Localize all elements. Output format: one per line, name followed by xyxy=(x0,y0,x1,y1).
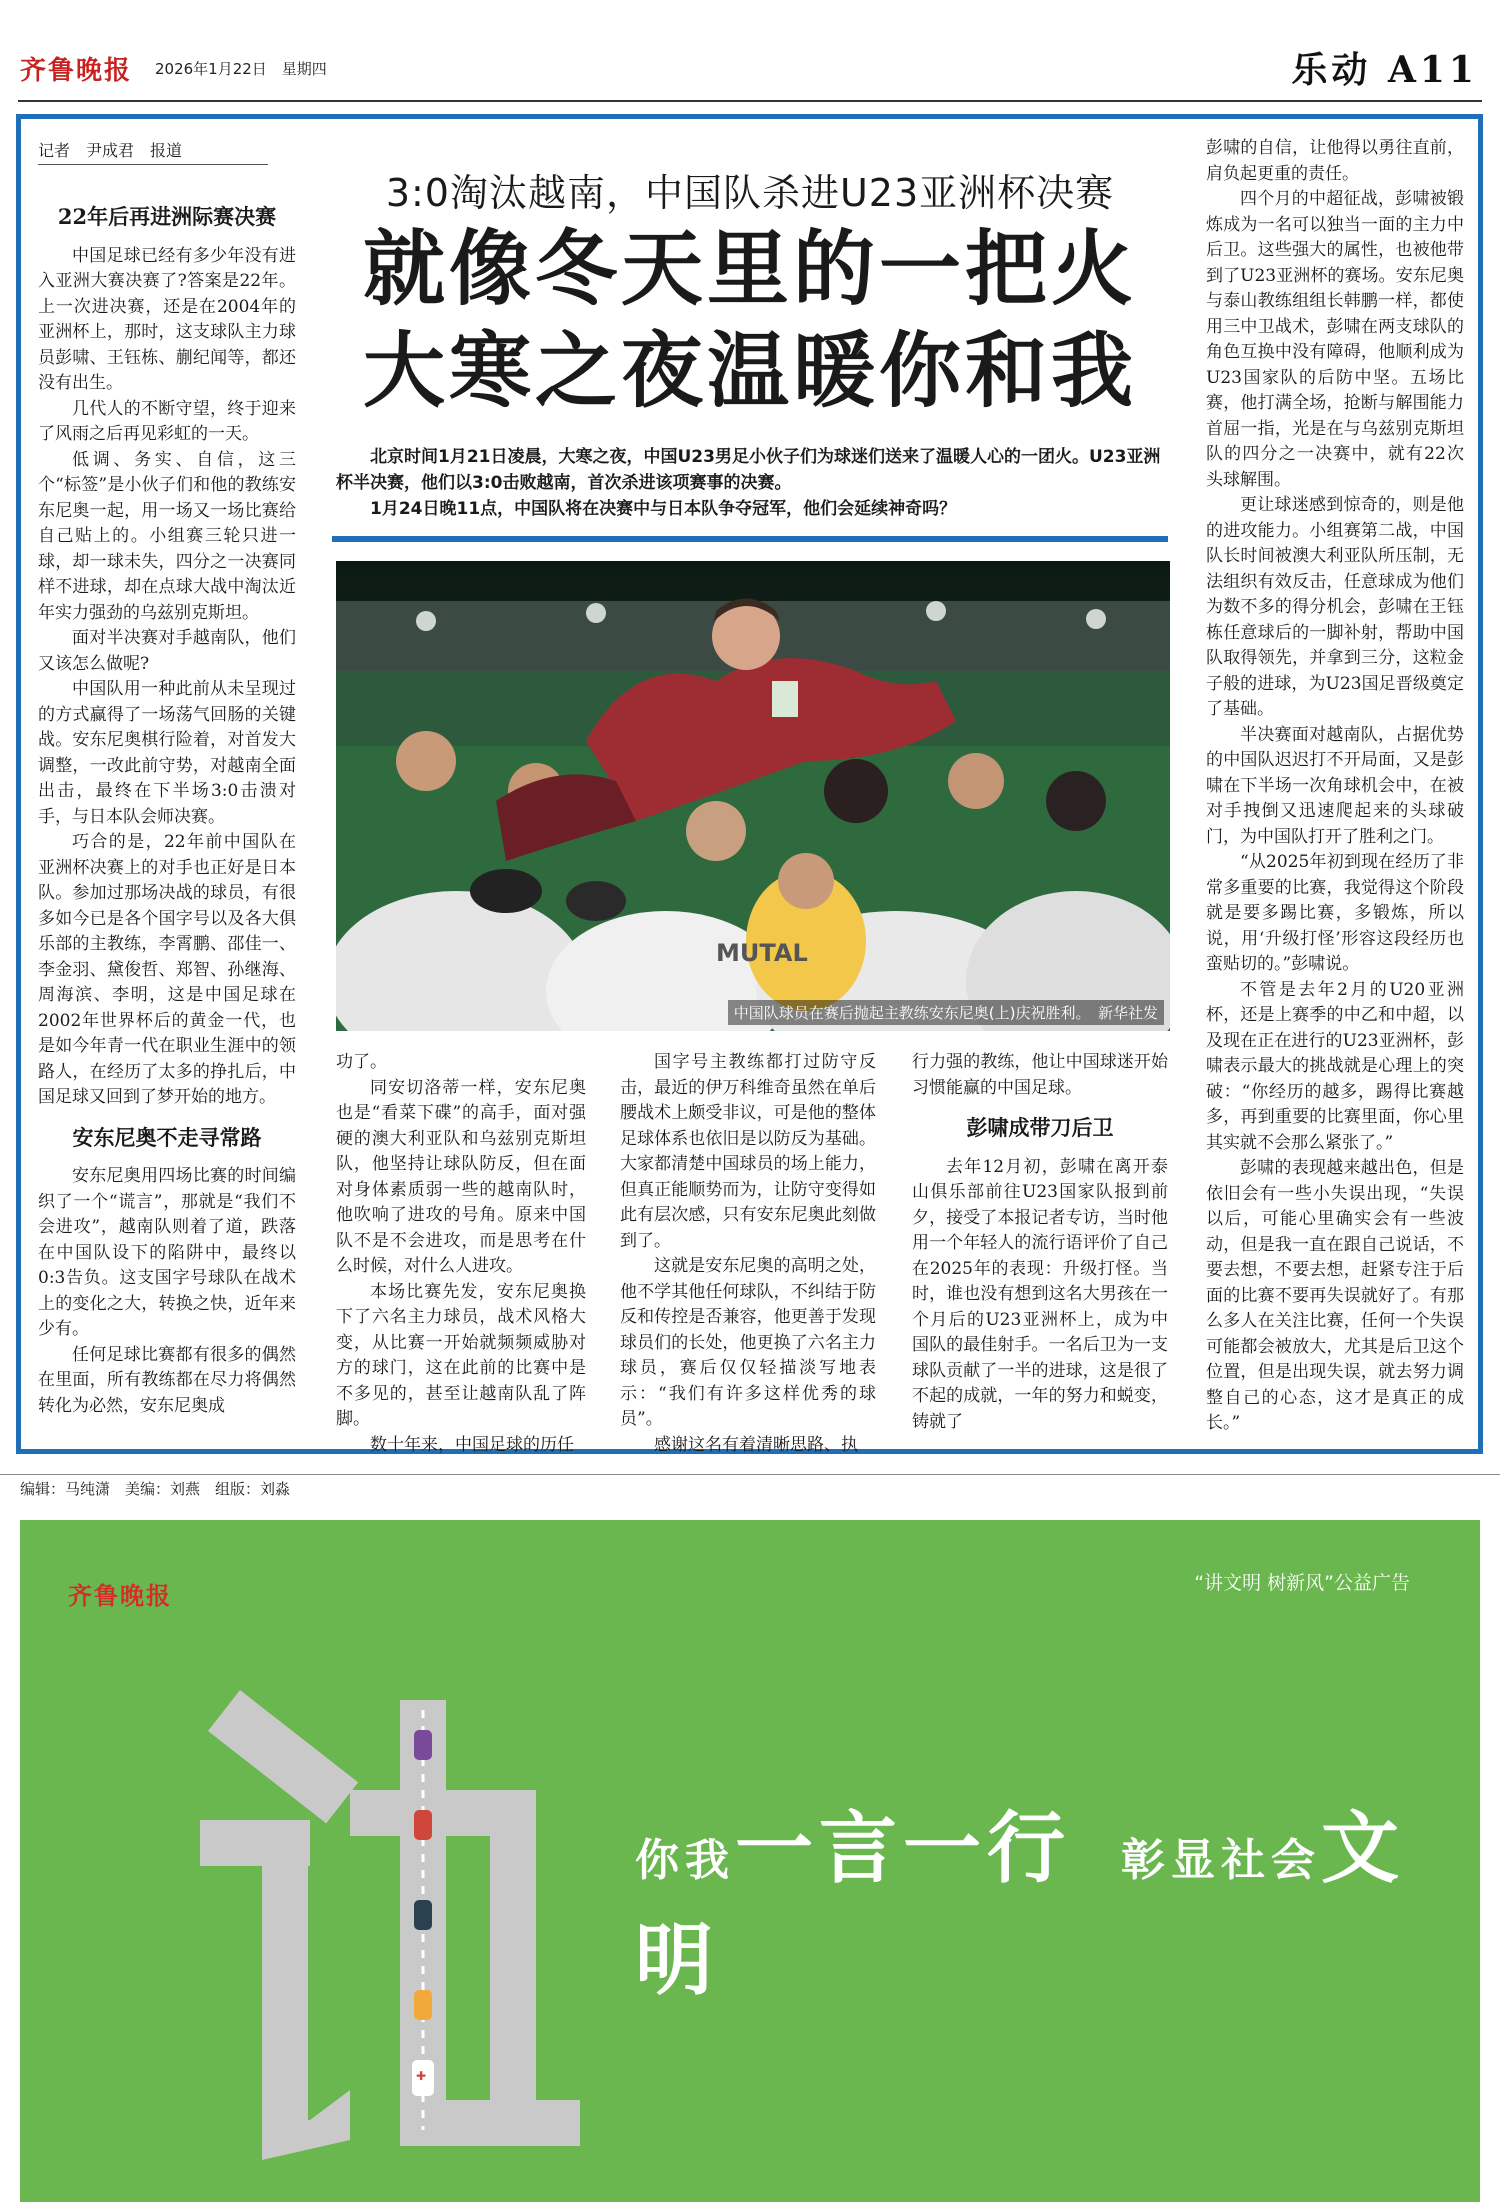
column-5 xyxy=(1206,136,1464,1437)
column-1-body-a xyxy=(38,244,296,1111)
article-paragraph: 感谢这名有着清晰思路、执 xyxy=(654,1434,858,1455)
article-paragraph: 彭啸的自信，让他得以勇往直前，肩负起更重的责任。 xyxy=(1206,138,1464,184)
article-paragraph: 功了。 xyxy=(336,1052,387,1072)
subhead-1: 22年后再进洲际赛决赛 xyxy=(57,204,277,229)
byline: 记者 尹成君 报道 xyxy=(38,138,268,165)
article-paragraph: 安东尼奥用四场比赛的时间编织了一个“谎言”，那就是“我们不会进攻”，越南队则着了道，跌落在中国队设下的陷阱中，最终以0:3告负。这支国字号球队在战术上的变化之大，转换之快，近年来少有。 xyxy=(38,1166,296,1339)
issue-date: 2026年1月22日 星期四 xyxy=(155,60,327,78)
article-paragraph: 彭啸的表现越来越出色，但是依旧会有一些小失误出现，“失误以后，可能心里确实会有一些波动，但是我一直在跟自己说话，不要去想，不要去想，赶紧专注于后面的比赛不要再失误就好了。有那么多人在关注比赛，任何一个失误可能都会被放大，尤其是后卫这个位置，但是出现失误，就去努力调整自己的心态，这才是真正的成长。” xyxy=(1206,1158,1464,1433)
article-paragraph: 半决赛面对越南队，占据优势的中国队迟迟打不开局面，又是彭啸在下半场一次角球机会中，在被对手拽倒又迅速爬起来的头球破门，为中国队打开了胜利之门。 xyxy=(1206,724,1464,847)
headline-line-2: 大寒之夜温暖你和我 xyxy=(362,323,1137,419)
lede-paragraph-1: 北京时间1月21日凌晨，大寒之夜，中国U23男足小伙子们为球迷们送来了温暖人心的一团火。U23亚洲杯半决赛，他们以3:0击败越南，首次杀进该项赛事的决赛。 xyxy=(336,447,1161,493)
footer-divider xyxy=(0,1474,1500,1475)
photo-caption: 中国队球员在赛后抛起主教练安东尼奥(上)庆祝胜利。 新华社发 xyxy=(728,1000,1164,1025)
headline-rule xyxy=(332,536,1168,542)
column-1-body-b xyxy=(38,1164,296,1419)
slogan-part-4: 文明 xyxy=(635,1803,1406,2006)
headline-main xyxy=(330,218,1170,422)
article-paragraph: 四个月的中超征战，彭啸被锻炼成为一名可以独当一面的主力中后卫。这些强大的属性，也被他带到了U23亚洲杯的赛场。安东尼奥与泰山教练组组长韩鹏一样，都使用三中卫战术，彭啸在两支球队的角色互换中没有障碍，他顺利成为U23国家队的后防中坚。五场比赛，他打满全场，抢断与解围能力首屈一指，光是在与乌兹别克斯坦队的四分之一决赛中，就有22次头球解围。 xyxy=(1206,189,1464,490)
public-service-ad xyxy=(20,1520,1480,2202)
article-paragraph: 几代人的不断守望，终于迎来了风雨之后再见彩虹的一天。 xyxy=(38,398,296,444)
article-paragraph: 面对半决赛对手越南队，他们又该怎么做呢? xyxy=(38,628,296,674)
article-paragraph: 这就是安东尼奥的高明之处，他不学其他任何球队，不纠结于防反和传控是否兼容，他更善于发现球员们的长处，他更换了六名主力球员，赛后仅仅轻描淡写地表示：“我们有许多这样优秀的球员”。 xyxy=(620,1256,876,1429)
headline-kicker: 3:0淘汰越南，中国队杀进U23亚洲杯决赛 xyxy=(385,171,1115,215)
ad-slogan xyxy=(635,1786,1480,2010)
news-photo xyxy=(336,561,1170,1031)
lede-paragraph-2: 1月24日晚11点，中国队将在决赛中与日本队争夺冠军，他们会延续神奇吗？ xyxy=(370,499,957,519)
slogan-part-3: 彰显社会 xyxy=(1121,1835,1322,1886)
article-paragraph: 中国足球已经有多少年没有进入亚洲大赛决赛了?答案是22年。上一次进决赛，还是在2004年的亚洲杯上，那时，这支球队主力球员彭啸、王钰栋、蒯纪闻等，都还没有出生。 xyxy=(38,245,296,393)
article-paragraph: 任何足球比赛都有很多的偶然在里面，所有教练都在尽力将偶然转化为必然，安东尼奥成 xyxy=(38,1344,296,1416)
column-1 xyxy=(38,190,296,1419)
article-paragraph: 同安切洛蒂一样，安东尼奥也是“看菜下碟”的高手，面对强硬的澳大利亚队和乌兹别克斯坦队，他坚持让球队防反，但在面对身体素质弱一些的越南队时，他吹响了进攻的号角。原来中国队不是不会进攻，而是思考在什么时候，对什么人进攻。 xyxy=(336,1077,586,1276)
headline-line-1: 就像冬天里的一把火 xyxy=(362,221,1137,317)
ad-tagline: “讲文明 树新风”公益广告 xyxy=(1194,1572,1410,1594)
subhead-2: 安东尼奥不走寻常路 xyxy=(72,1124,262,1150)
celebration-photo-illustration xyxy=(336,561,1170,1031)
article-paragraph: 数十年来，中国足球的历任 xyxy=(370,1434,574,1455)
article-paragraph: 不管是去年2月的U20亚洲杯，还是上赛季的中乙和中超，以及现在正在进行的U23亚洲杯，彭啸表示最大的挑战就是心理上的突破：“你经历的越多，踢得比赛越多，再到重要的比赛里面，你心里其实就不会那么紧张了。” xyxy=(1206,979,1464,1153)
column-4-body-a xyxy=(912,1050,1168,1101)
column-3 xyxy=(620,1050,876,1458)
article-paragraph: 更让球迷感到惊奇的，则是他的进攻能力。小组赛第二战，中国队长时间被澳大利亚队所压制，无法组织有效反击，任意球成为他们为数不多的得分机会，彭啸在王钰栋任意球后的一脚补射，帮助中国队取得领先，并拿到三分，这粒金子般的进球，为U23国足晋级奠定了基础。 xyxy=(1206,495,1464,719)
column-4 xyxy=(912,1050,1168,1435)
article-paragraph: 低调、务实、自信，这三个“标签”是小伙子们和他的教练安东尼奥一起，用一场又一场比赛给自己贴上的。小组赛三轮只进一球，却一球未失，四分之一决赛同样不进球，却在点球大战中淘汰近年实力强劲的乌兹别克斯坦。 xyxy=(38,449,296,623)
newspaper-logo: 齐鲁晚报 xyxy=(20,56,133,86)
article-paragraph: 本场比赛先发，安东尼奥换下了六名主力球员，战术风格大变，从比赛一开始就频频威胁对方的球门，这在此前的比赛中是不多见的，甚至让越南队乱了阵脚。 xyxy=(336,1281,586,1429)
svg-text:MUTAL: MUTAL xyxy=(716,939,808,967)
article-paragraph: 去年12月初，彭啸在离开泰山俱乐部前往U23国家队报到前夕，接受了本报记者专访，当时他用一个年轻人的流行语评价了自己在2025年的表现：升级打怪。当时，谁也没有想到这名大男孩在一个月后的U23亚洲杯上，成为中国队的最佳射手。一名后卫为一支球队贡献了一半的进球，这是很了不起的成就，一年的努力和蜕变，铸就了 xyxy=(912,1156,1168,1432)
article-paragraph: 中国队用一种此前从未呈现过的方式赢得了一场荡气回肠的关键战。安东尼奥棋行险着，对首发大调整，一改此前守势，对越南全面出击，最终在下半场3:0击溃对手，与日本队会师决赛。 xyxy=(38,679,296,827)
ad-logo: 齐鲁晚报 xyxy=(68,1581,172,1610)
lede xyxy=(336,444,1166,522)
page-section: 乐动 A11 xyxy=(1291,49,1478,91)
article-paragraph: 巧合的是，22年前中国队在亚洲杯决赛上的对手也正好是日本队。参加过那场决战的球员，有很多如今已是各个国字号以及各大俱乐部的主教练，李霄鹏、邵佳一、李金羽、黛俊哲、郑智、孙继海、周海滨、李明，这是中国足球在2002年世界杯后的黄金一代，也是如今年青一代在职业生涯中的领路人，在经历了太多的挣扎后，中国足球又回到了梦开始的地方。 xyxy=(38,832,296,1107)
article-paragraph: 行力强的教练，他让中国球迷开始习惯能赢的中国足球。 xyxy=(912,1052,1168,1098)
slogan-part-1: 你我 xyxy=(635,1835,735,1886)
svg-text:✚: ✚ xyxy=(416,2069,427,2083)
subhead-3: 彭啸成带刀后卫 xyxy=(966,1115,1114,1140)
column-2 xyxy=(336,1050,586,1458)
article-paragraph: 国字号主教练都打过防守反击，最近的伊万科维奇虽然在单后腰战术上颇受非议，可是他的整体足球体系也依旧是以防反为基础。大家都清楚中国球员的场上能力，但真正能顺势而为，让防守变得如此有层次感，只有安东尼奥此刻做到了。 xyxy=(620,1052,876,1251)
rang-character-road-illustration xyxy=(200,1670,580,2170)
editor-credit: 编辑：马纯潇 美编：刘燕 组版：刘淼 xyxy=(20,1480,291,1498)
column-4-body-b xyxy=(912,1155,1168,1436)
slogan-part-2: 一言一行 xyxy=(735,1803,1072,1894)
masthead-divider xyxy=(18,100,1482,102)
article-paragraph: “从2025年初到现在经历了非常多重要的比赛，我觉得这个阶段就是要多踢比赛，多锻炼，所以说，用‘升级打怪’形容这段经历也蛮贴切的。”彭啸说。 xyxy=(1206,852,1464,974)
